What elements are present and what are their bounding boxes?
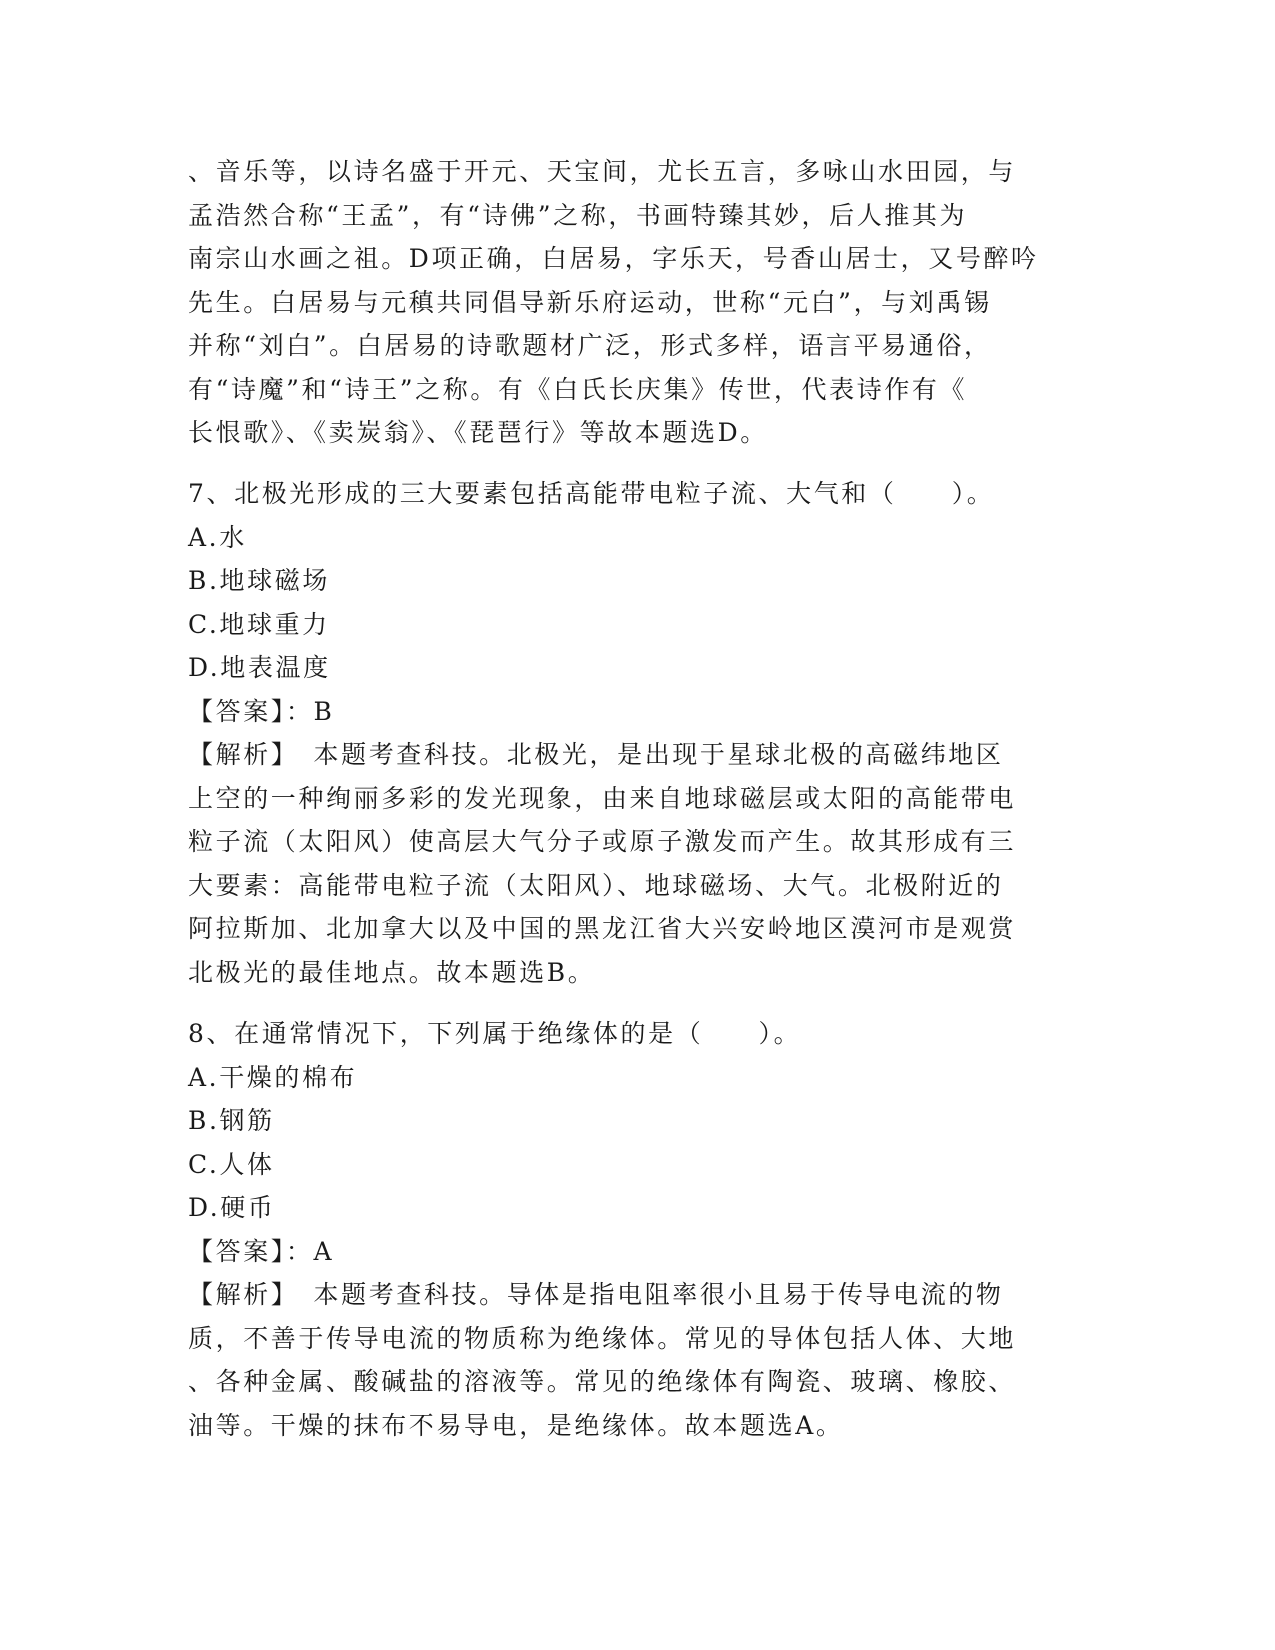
analysis-line: 油等。干燥的抹布不易导电，是绝缘体。故本题选A。 bbox=[188, 1410, 844, 1440]
option-b: B.钢筋 bbox=[188, 1106, 275, 1135]
analysis-line: 【解析】 本题考查科技。导体是指电阻率很小且易于传导电流的物 bbox=[188, 1280, 1004, 1309]
intro-paragraph bbox=[188, 150, 1068, 455]
analysis-line: 粒子流（太阳风）使高层大气分子或原子激发而产生。故其形成有三 bbox=[188, 827, 1017, 856]
analysis-line: 【解析】 本题考查科技。北极光，是出现于星球北极的高磁纬地区 bbox=[188, 740, 1004, 769]
analysis-line: 、各种金属、酸碱盐的溶液等。常见的绝缘体有陶瓷、玻璃、橡胶、 bbox=[188, 1367, 1017, 1396]
intro-line: 长恨歌》、《卖炭翁》、《琵琶行》等故本题选D。 bbox=[188, 418, 768, 447]
answer-line: 【答案】：A bbox=[188, 1236, 335, 1266]
option-a: A.水 bbox=[188, 522, 247, 552]
intro-line: 孟浩然合称“王孟”，有“诗佛”之称，书画特臻其妙，后人推其为 bbox=[188, 200, 968, 230]
question-7 bbox=[188, 472, 1068, 994]
intro-line: 南宗山水画之祖。D项正确，白居易，字乐天，号香山居士，又号醉吟 bbox=[188, 244, 1039, 273]
answer-line: 【答案】：B bbox=[188, 696, 335, 726]
intro-line: 先生。白居易与元稹共同倡导新乐府运动，世称“元白”，与刘禹锡 bbox=[188, 287, 992, 317]
option-d: D.硬币 bbox=[188, 1193, 276, 1222]
question-8 bbox=[188, 1012, 1068, 1447]
option-c: C.地球重力 bbox=[188, 609, 330, 639]
analysis-line: 质，不善于传导电流的物质称为绝缘体。常见的导体包括人体、大地 bbox=[188, 1323, 1017, 1353]
question-stem: 8、在通常情况下，下列属于绝缘体的是（ ）。 bbox=[188, 1019, 802, 1048]
option-d: D.地表温度 bbox=[188, 653, 331, 682]
intro-line: 并称“刘白”。白居易的诗歌题材广泛，形式多样，语言平易通俗， bbox=[188, 331, 992, 360]
option-b: B.地球磁场 bbox=[188, 566, 330, 595]
analysis-line: 大要素：高能带电粒子流（太阳风）、地球磁场、大气。北极附近的 bbox=[188, 870, 1004, 900]
analysis-line: 北极光的最佳地点。故本题选B。 bbox=[188, 957, 596, 987]
question-stem: 7、北极光形成的三大要素包括高能带电粒子流、大气和（ ）。 bbox=[188, 479, 995, 508]
intro-line: 、音乐等，以诗名盛于开元、天宝间，尤长五言，多咏山水田园，与 bbox=[188, 157, 1017, 186]
option-c: C.人体 bbox=[188, 1149, 275, 1179]
option-a: A.干燥的棉布 bbox=[188, 1062, 358, 1092]
intro-line: 有“诗魔”和“诗王”之称。有《白氏长庆集》传世，代表诗作有《 bbox=[188, 374, 968, 404]
analysis-line: 阿拉斯加、北加拿大以及中国的黑龙江省大兴安岭地区漠河市是观赏 bbox=[188, 914, 1017, 943]
analysis-line: 上空的一种绚丽多彩的发光现象，由来自地球磁层或太阳的高能带电 bbox=[188, 783, 1017, 813]
